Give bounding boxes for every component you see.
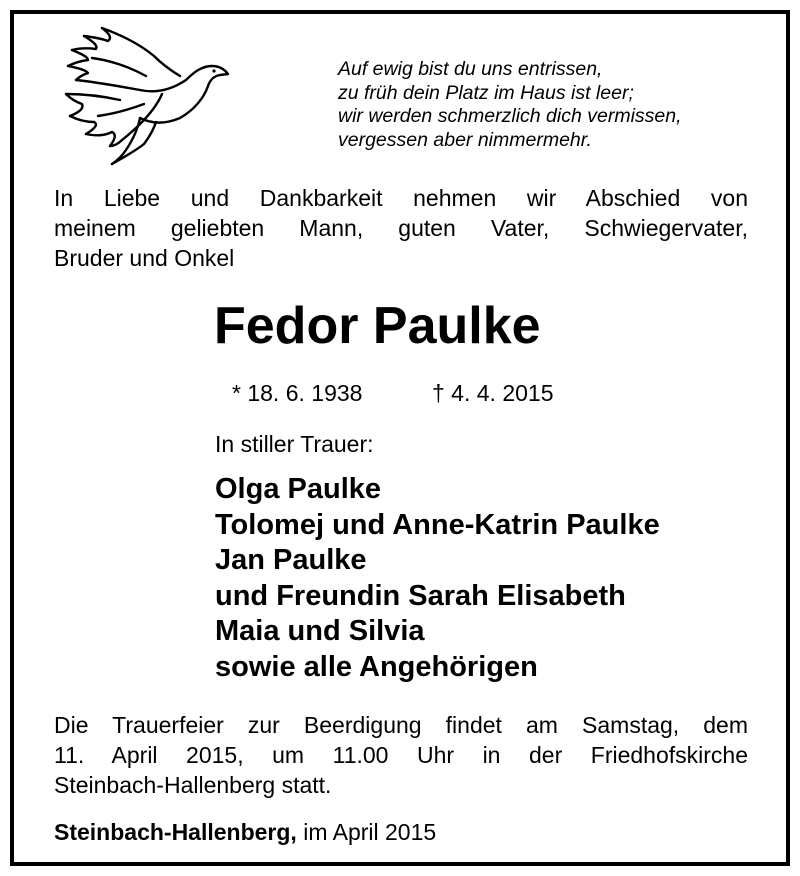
mourner-name: sowie alle Angehörigen [215,650,538,683]
poem-line: vergessen aber nimmermehr. [338,128,592,151]
funeral-paragraph [54,710,748,800]
intro-line: meinem geliebten Mann, guten Vater, Schwiegervater, [54,215,748,241]
dove-icon [62,24,232,166]
closing-date: im April 2015 [296,819,437,845]
mourning-label: In stiller Trauer: [215,431,374,457]
closing-place: Steinbach-Hallenberg, [54,819,297,845]
mourner-name: Jan Paulke [215,544,367,576]
memorial-poem [338,58,768,152]
poem-line: Auf ewig bist du uns entrissen, [338,58,603,80]
mourners-list [215,472,660,685]
funeral-line: Die Trauerfeier zur Beerdigung findet am Samstag, dem [54,712,748,738]
mourner-name: Tolomej und Anne-Katrin Paulke [215,508,660,541]
intro-paragraph [54,183,748,273]
poem-line: zu früh dein Platz im Haus ist leer; [338,81,634,104]
mourner-name: Olga Paulke [215,473,382,505]
intro-line: Bruder und Onkel [54,245,235,271]
poem-line: wir werden schmerzlich dich vermissen, [338,105,682,127]
deceased-name: Fedor Paulke [214,297,541,355]
funeral-line: Steinbach-Hallenberg statt. [54,772,332,798]
birth-date: * 18. 6. 1938 [232,380,363,406]
closing-line [54,817,436,847]
death-date: † 4. 4. 2015 [432,380,554,406]
mourner-name: und Freundin Sarah Elisabeth [215,579,626,612]
funeral-line: 11. April 2015, um 11.00 Uhr in der Friedhofskirche [54,742,748,768]
mourner-name: Maia und Silvia [215,615,425,647]
intro-line: In Liebe und Dankbarkeit nehmen wir Abschied von [54,185,748,211]
